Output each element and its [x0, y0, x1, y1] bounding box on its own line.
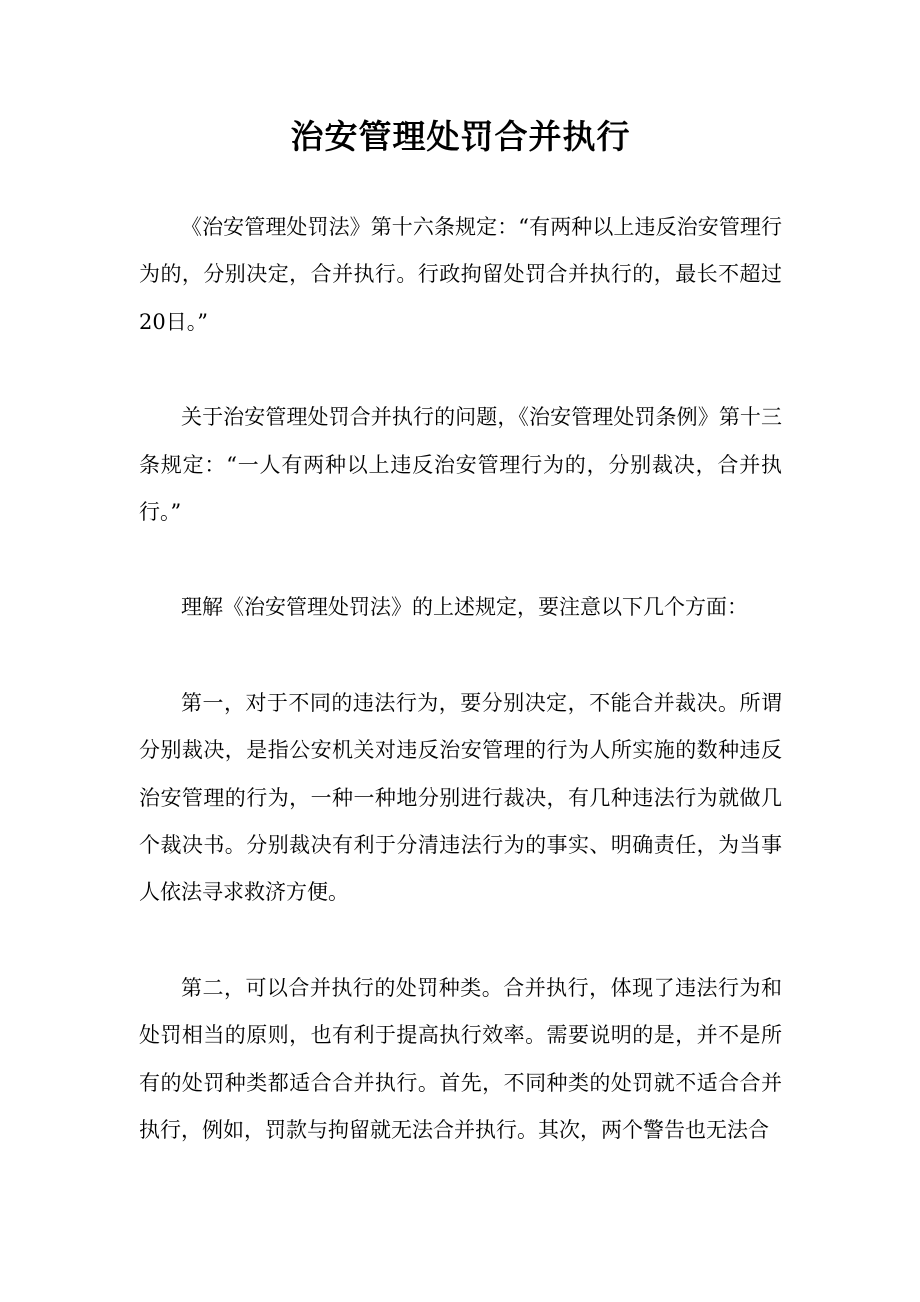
- paragraph-regulation-13: 关于治安管理处罚合并执行的问题，《治安管理处罚条例》第十三条规定：“一人有两种以上违反治安管理行为的，分别裁决，合并执行。”: [139, 405, 782, 525]
- document-title: 治安管理处罚合并执行: [290, 117, 631, 156]
- paragraph-point-two: 第二，可以合并执行的处罚种类。合并执行，体现了违法行为和处罚相当的原则，也有利于提高执行效率。需要说明的是，并不是所有的处罚种类都适合合并执行。首先，不同种类的处罚就不适合合并执行，例如，罚款与拘留就无法合并执行。其次，两个警告也无法合: [139, 975, 782, 1143]
- paragraph-article-16: 《治安管理处罚法》第十六条规定：“有两种以上违反治安管理行为的，分别决定，合并执行。行政拘留处罚合并执行的，最长不超过20日。”: [139, 215, 782, 334]
- paragraph-understanding: 理解《治安管理处罚法》的上述规定，要注意以下几个方面：: [181, 595, 748, 620]
- paragraph-point-one: 第一，对于不同的违法行为，要分别决定，不能合并裁决。所谓分别裁决，是指公安机关对违反治安管理的行为人所实施的数种违反治安管理的行为，一种一种地分别进行裁决，有几种违法行为就做几个裁决书。分别裁决有利于分清违法行为的事实、明确责任，为当事人依法寻求救济方便。: [139, 690, 782, 905]
- document-body: [139, 204, 782, 1155]
